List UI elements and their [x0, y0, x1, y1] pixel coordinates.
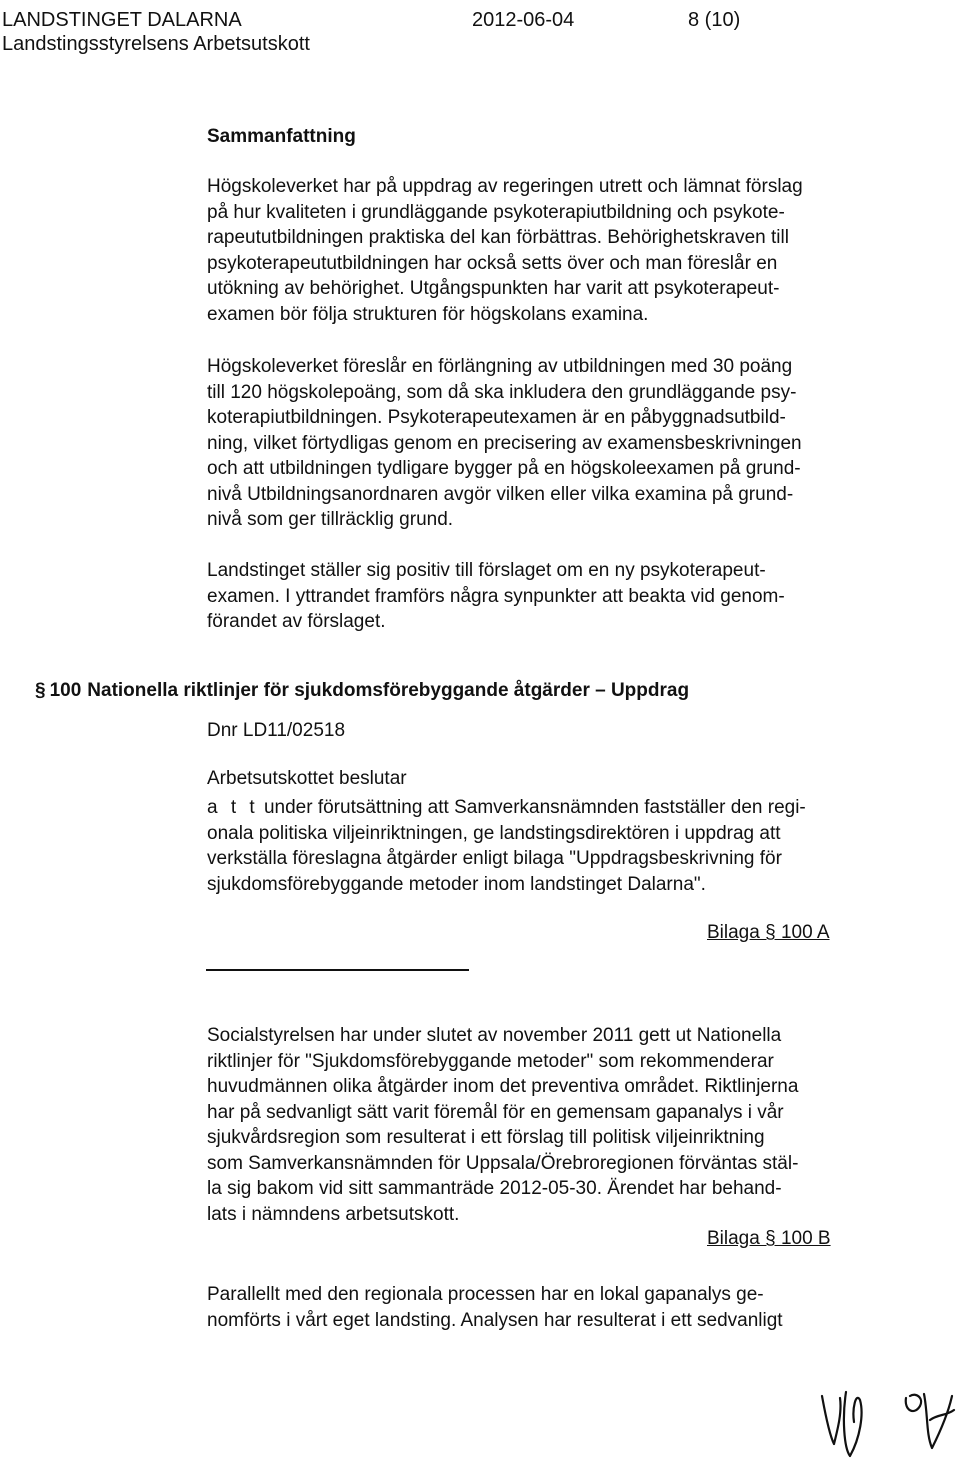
attachment-ref-a: Bilaga § 100 A	[707, 922, 830, 943]
summary-paragraph-2	[207, 354, 907, 533]
text-line: examen. I yttrandet framförs några synpunkter att beakta vid genom-	[207, 585, 785, 607]
divider-rule	[206, 969, 469, 971]
text-line	[207, 795, 907, 821]
signature-initials-1	[816, 1378, 876, 1458]
text-line: nivå som ger tillräcklig grund.	[207, 509, 454, 530]
meeting-date: 2012-06-04	[472, 9, 575, 31]
summary-paragraph-1	[207, 174, 907, 327]
organization-name: LANDSTINGET DALARNA	[2, 9, 242, 31]
text-line-content: under förutsättning att Samverkansnämnden fastställer den regi-	[258, 797, 806, 818]
paragraph-100-heading	[35, 680, 689, 702]
text-line: förandet av förslaget.	[207, 611, 386, 632]
text-line: Parallellt med den regionala processen har en lokal gapanalys ge-	[207, 1284, 764, 1305]
text-line: rapeututbildningen praktiska del kan förbättras. Behörighetskraven till	[207, 227, 789, 248]
att-word: a t t	[207, 797, 259, 818]
paragraph-number: 100	[49, 680, 82, 701]
decision-heading: Arbetsutskottet beslutar	[207, 768, 407, 789]
committee-name: Landstingsstyrelsens Arbetsutskott	[2, 33, 310, 55]
text-line: Socialstyrelsen har under slutet av november 2011 gett ut Nationella	[207, 1025, 782, 1046]
body-paragraph-2	[207, 1282, 907, 1333]
attachment-ref-b: Bilaga § 100 B	[707, 1228, 831, 1249]
summary-heading: Sammanfattning	[207, 126, 356, 147]
signature-initials-2	[902, 1384, 958, 1454]
text-line: Högskoleverket föreslår en förlängning av utbildningen med 30 poäng	[207, 356, 793, 377]
text-line: examen bör följa strukturen för högskolans examina.	[207, 303, 649, 325]
text-line: psykoterapeututbildningen har också setts över och man föreslår en	[207, 252, 778, 274]
text-line: riktlinjer för "Sjukdomsförebyggande metoder" som rekommenderar	[207, 1050, 774, 1072]
text-line: nivå Utbildningsanordnaren avgör vilken eller vilka examina på grund-	[207, 483, 794, 505]
text-line: sjukdomsförebyggande metoder inom landstinget Dalarna".	[207, 873, 706, 895]
body-paragraph-1	[207, 1023, 907, 1227]
text-line: som Samverkansnämnden för Uppsala/Örebroregionen förväntas stäl-	[207, 1152, 799, 1174]
page-number: 8 (10)	[688, 9, 741, 31]
text-line: la sig bakom vid sitt sammanträde 2012-05-30. Ärendet har behand-	[207, 1178, 782, 1199]
text-line: verkställa föreslagna åtgärder enligt bilaga "Uppdragsbeskrivning för	[207, 848, 782, 869]
text-line: Landstinget ställer sig positiv till förslaget om en ny psykoterapeut-	[207, 560, 766, 581]
summary-paragraph-3	[207, 558, 907, 635]
text-line: på hur kvaliteten i grundläggande psykoterapiutbildning och psykote-	[207, 201, 785, 223]
decision-text	[207, 795, 907, 897]
case-number: Dnr LD11/02518	[207, 720, 346, 741]
text-line: till 120 högskolepoäng, som då ska inkludera den grundläggande psy-	[207, 381, 797, 403]
section-symbol: §	[35, 680, 46, 701]
paragraph-title: Nationella riktlinjer för sjukdomsförebyggande åtgärder – Uppdrag	[87, 680, 690, 701]
text-line: Högskoleverket har på uppdrag av regeringen utrett och lämnat förslag	[207, 176, 803, 197]
header-left	[2, 8, 310, 56]
text-line: lats i nämndens arbetsutskott.	[207, 1203, 460, 1225]
text-line: koterapiutbildningen. Psykoterapeutexamen är en påbyggnadsutbild-	[207, 407, 786, 428]
text-line: nomförts i vårt eget landsting. Analysen har resulterat i ett sedvanligt	[207, 1309, 783, 1331]
text-line: och att utbildningen tydligare bygger på en högskoleexamen på grund-	[207, 458, 801, 479]
text-line: ning, vilket förtydligas genom en precisering av examensbeskrivningen	[207, 432, 802, 454]
text-line: onala politiska viljeinriktningen, ge landstingsdirektören i uppdrag att	[207, 822, 781, 844]
text-line: har på sedvanligt sätt varit föremål för en gemensam gapanalys i vår	[207, 1101, 784, 1123]
text-line: utökning av behörighet. Utgångspunkten har varit att psykoterapeut-	[207, 278, 780, 299]
text-line: huvudmännen olika åtgärder inom det preventiva området. Riktlinjerna	[207, 1076, 799, 1097]
text-line: sjukvårdsregion som resulterat i ett förslag till politisk viljeinriktning	[207, 1127, 765, 1148]
